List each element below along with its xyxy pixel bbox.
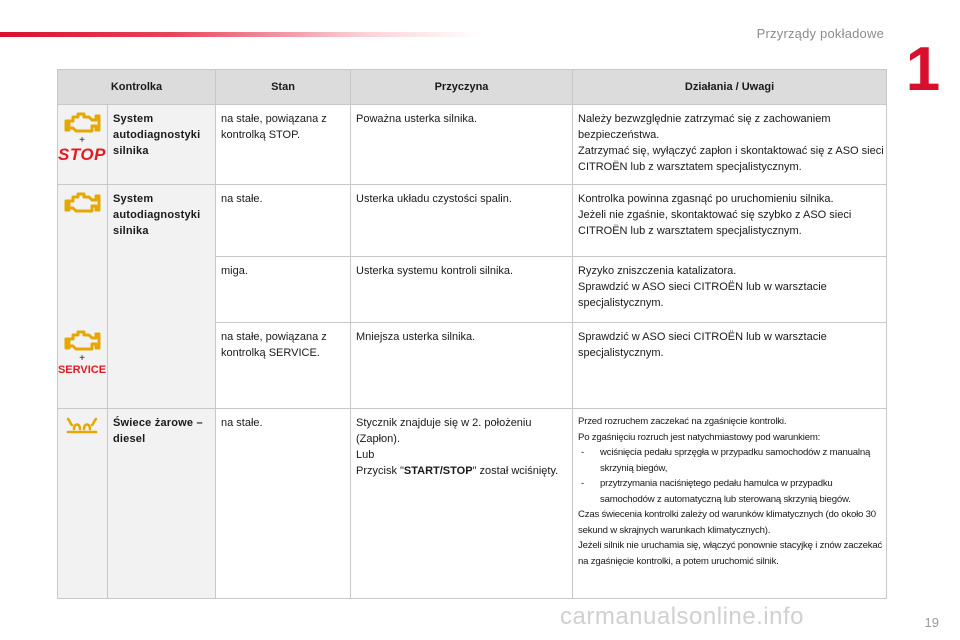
action-text: Przed rozruchem zaczekać na zgaśnięcie kontrolki. <box>578 416 787 427</box>
plus-sign: + <box>79 135 85 146</box>
warning-light-name: System autodiagnostyki silnika <box>108 105 216 185</box>
cause-cell <box>351 409 573 599</box>
cause-text: Lub <box>356 449 375 461</box>
icon-cell <box>58 105 108 185</box>
action-text: Czas świecenia kontrolki zależy od warunków klimatycznych (do około 30 sekund w skrajnych warunkach klimatycznych). <box>578 509 876 536</box>
state-cell: na stałe, powiązana z kontrolką STOP. <box>216 105 351 185</box>
icon-cell <box>58 257 108 323</box>
cause-cell: Mniejsza usterka silnika. <box>351 323 573 409</box>
table-row <box>58 409 887 599</box>
column-header-przyczyna: Przyczyna <box>351 70 573 105</box>
section-title: Przyrządy pokładowe <box>756 26 884 41</box>
cause-text: Przycisk "START/STOP" został wciśnięty. <box>356 465 559 477</box>
column-header-stan: Stan <box>216 70 351 105</box>
icon-cell <box>58 409 108 599</box>
red-accent-bar <box>0 32 480 37</box>
warning-light-name <box>108 257 216 323</box>
action-cell: Sprawdzić w ASO sieci CITROËN lub w warsztacie specjalistycznym. <box>573 323 887 409</box>
stop-warning-label: STOP <box>58 145 106 164</box>
action-text: Jeżeli silnik nie uruchamia się, włączyć ponownie stacyjkę i znów zaczekać na zgaśnięcie kontrolki, a potem uruchomić silnik. <box>578 540 883 567</box>
service-warning-label: SERVICE <box>57 363 107 376</box>
start-stop-label: START/STOP <box>403 465 473 477</box>
action-cell <box>573 409 887 599</box>
cause-cell: Usterka układu czystości spalin. <box>351 185 573 257</box>
table-row <box>58 185 887 257</box>
chapter-number: 1 <box>905 35 941 104</box>
engine-warning-icon <box>63 191 101 215</box>
glow-plug-icon <box>65 415 99 437</box>
list-item: - wciśnięcia pedału sprzęgła w przypadku samochodów z manualną skrzynią biegów, <box>578 445 884 476</box>
warning-light-name: System autodiagnostyki silnika <box>108 185 216 257</box>
engine-warning-icon <box>63 329 101 353</box>
action-text: Po zgaśnięciu rozruch jest natychmiastowy pod warunkiem: <box>578 431 821 443</box>
column-header-kontrolka: Kontrolka <box>58 70 216 105</box>
state-cell: na stałe. <box>216 409 351 599</box>
warning-lights-table <box>57 69 887 599</box>
action-cell: Kontrolka powinna zgasnąć po uruchomieniu silnika. Jeżeli nie zgaśnie, skontaktować się szybko z ASO sieci CITROËN lub z warsztatem specjalistycznym. <box>573 185 887 257</box>
table-row <box>58 257 887 323</box>
action-cell: Należy bezwzględnie zatrzymać się z zachowaniem bezpieczeństwa. Zatrzymać się, wyłączyć zapłon i skontaktować się z ASO sieci CITROËN lub z warsztatem specjalistycznym. <box>573 105 887 185</box>
state-cell: miga. <box>216 257 351 323</box>
warning-light-name <box>108 323 216 409</box>
watermark: carmanualsonline.info <box>560 603 804 630</box>
table-row <box>58 323 887 409</box>
warning-light-name: Świece żarowe – diesel <box>108 409 216 599</box>
page-number: 19 <box>924 615 939 630</box>
cause-text: Stycznik znajduje się w 2. położeniu (Zapłon). <box>356 417 532 445</box>
table-header-row <box>58 70 887 105</box>
icon-cell <box>58 323 108 409</box>
table-row <box>58 105 887 185</box>
cause-cell: Usterka systemu kontroli silnika. <box>351 257 573 323</box>
state-cell: na stałe. <box>216 185 351 257</box>
plus-sign: + <box>79 352 85 364</box>
list-item: - przytrzymania naciśniętego pedału hamulca w przypadku samochodów z automatyczną lub sterowaną skrzynią biegów. <box>578 476 884 507</box>
column-header-dzialania: Działania / Uwagi <box>573 70 887 105</box>
engine-warning-icon <box>63 111 101 135</box>
action-cell: Ryzyko zniszczenia katalizatora. Sprawdzić w ASO sieci CITROËN lub w warsztacie specjalistycznym. <box>573 257 887 323</box>
cause-cell: Poważna usterka silnika. <box>351 105 573 185</box>
icon-cell <box>58 185 108 257</box>
action-bullet-list <box>578 445 884 507</box>
state-cell: na stałe, powiązana z kontrolką SERVICE. <box>216 323 351 409</box>
